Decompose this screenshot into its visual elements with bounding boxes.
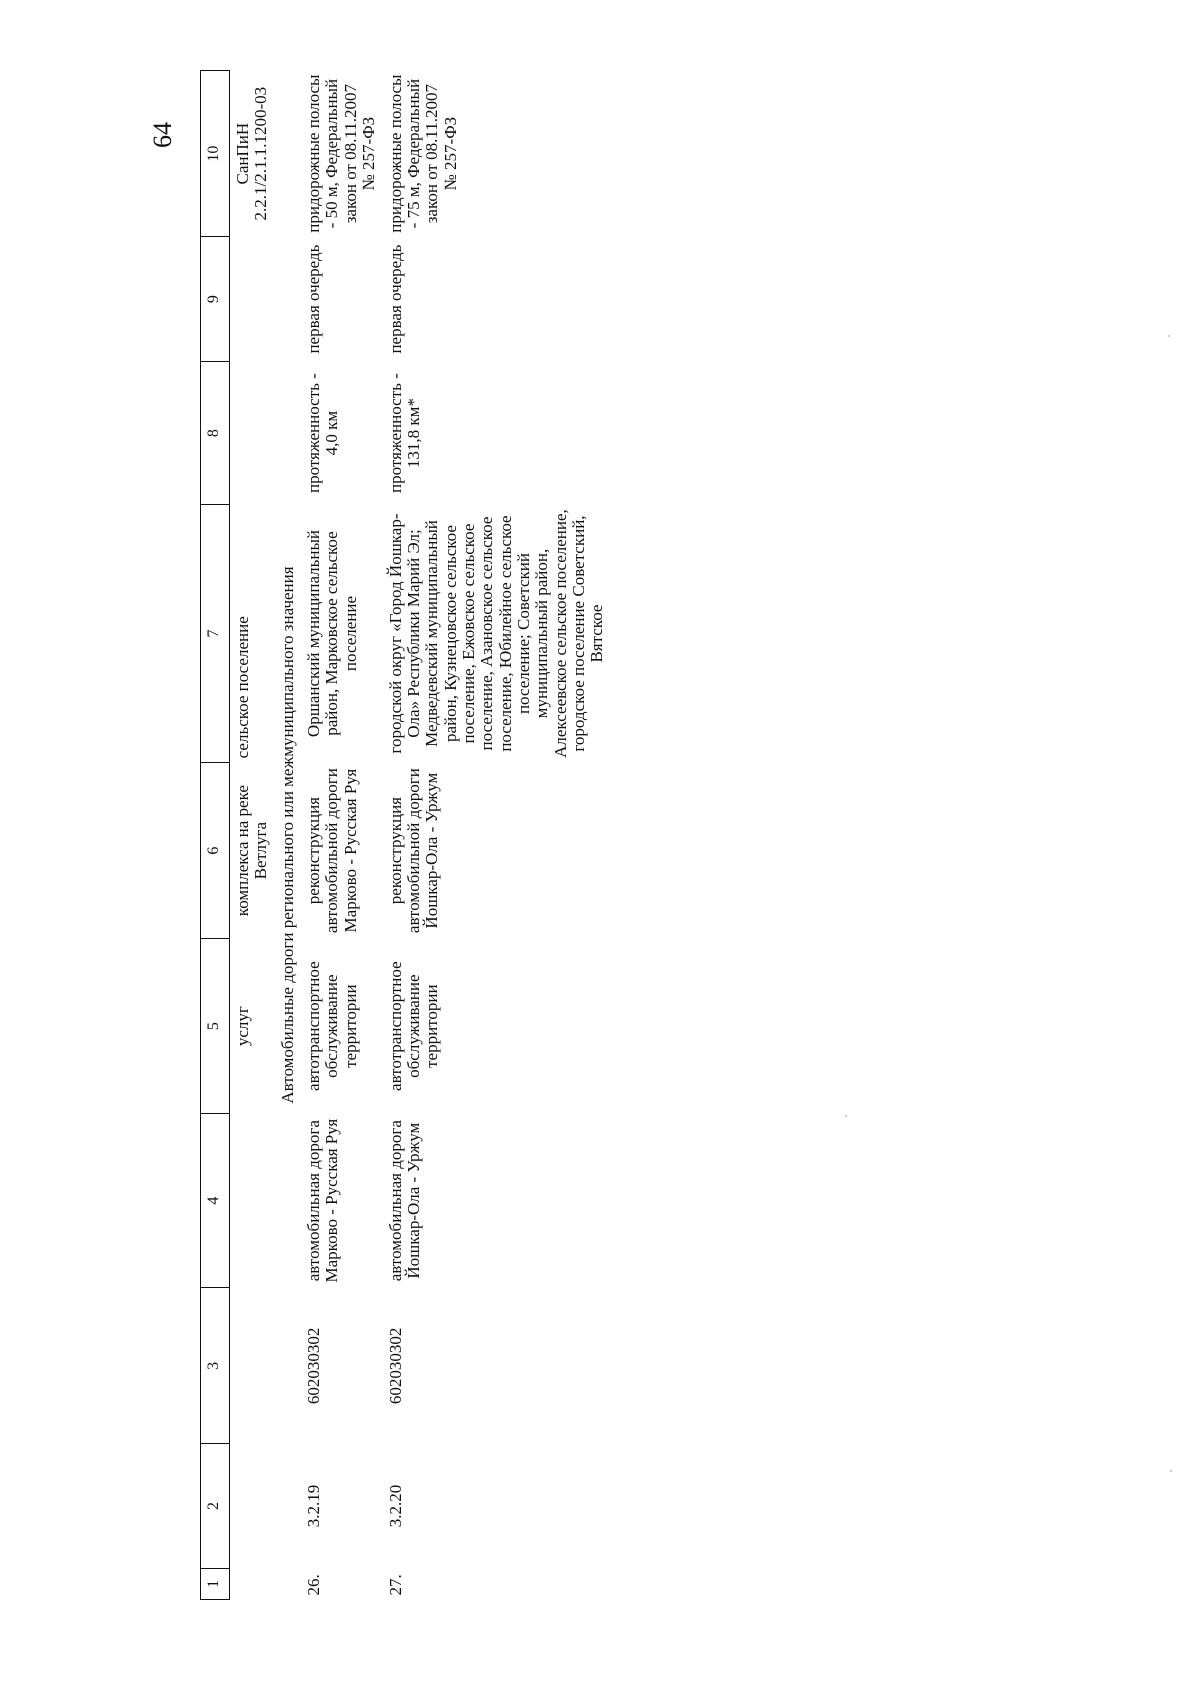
column-header: 4 — [201, 1113, 230, 1288]
table-row — [383, 71, 611, 1600]
table-cell: автотранспортное обслуживание территории — [304, 961, 360, 1091]
row-number: 27. — [385, 1574, 405, 1596]
column-header: 2 — [201, 1444, 230, 1569]
rotated-page-content — [200, 70, 1160, 1600]
table-cell: протяженность - 4,0 км — [304, 373, 342, 493]
column-header: 6 — [201, 762, 230, 939]
section-header-row — [275, 71, 301, 1600]
table-cell: 602030302 — [385, 1327, 405, 1405]
table-cell: 602030302 — [304, 1327, 324, 1405]
table-cell: Оршанский муниципальный район, Марковское сельское поселение — [304, 530, 360, 738]
scan-speck — [1170, 1470, 1172, 1472]
continuation-row — [230, 71, 275, 1600]
table-cell: городской округ «Город Йошкар-Ола» Республики Марий Эл; Медведевский муниципальный район, Кузнецовское сельское поселение, Ежовское сельское поселение, Азановское сельское поселение, Юбилейное сельское поселение; Советский муниципальный район, Алексеевское сельское поселение, городское поселение Советский, Вятское — [385, 509, 607, 758]
table-cell: автомобильная дорога Йошкар-Ола - Уржум — [385, 1120, 423, 1282]
column-header: 9 — [201, 237, 230, 362]
row-number: 26. — [304, 1574, 324, 1596]
table-cell: СанПиН 2.2.1/2.1.1.1200-03 — [233, 86, 271, 221]
register-table — [200, 70, 611, 1600]
table-cell: услуг — [233, 1006, 252, 1047]
scan-speck — [1168, 335, 1170, 337]
section-title: Автомобильные дороги регионального или межмуниципального значения — [277, 566, 297, 1104]
scan-speck — [845, 1115, 847, 1117]
table-row — [301, 71, 382, 1600]
table-cell: придорожные полосы - 75 м, Федеральный закон от 08.11.2007 № 257-ФЗ — [385, 74, 460, 233]
page-number: 64 — [148, 122, 177, 148]
column-header: 8 — [201, 361, 230, 504]
column-header: 3 — [201, 1288, 230, 1444]
table-cell: автотранспортное обслуживание территории — [385, 961, 442, 1091]
table-cell: первая очередь — [385, 244, 405, 354]
column-header: 7 — [201, 505, 230, 763]
column-header: 1 — [201, 1568, 230, 1599]
table-cell: первая очередь — [304, 244, 324, 354]
column-header: 10 — [201, 71, 230, 237]
table-cell: сельское поселение — [233, 616, 252, 759]
table-cell: автомобильная дорога Марково - Русская Руя — [304, 1118, 342, 1283]
table-cell: придорожные полосы - 50 м, Федеральный закон от 08.11.2007 № 257-ФЗ — [304, 74, 379, 233]
table-cell: 3.2.20 — [385, 1484, 405, 1528]
table-cell: 3.2.19 — [304, 1484, 324, 1528]
table-cell: протяженность - 131,8 км* — [385, 373, 423, 493]
column-number-row — [201, 71, 230, 1600]
column-header: 5 — [201, 939, 230, 1114]
table-cell: реконструкция автомобильной дороги Йошкар-Ола - Уржум — [385, 768, 442, 934]
table-cell: комплекса на реке Ветлуга — [233, 785, 271, 917]
table-cell: реконструкция автомобильной дороги Марково - Русская Руя — [304, 768, 360, 934]
